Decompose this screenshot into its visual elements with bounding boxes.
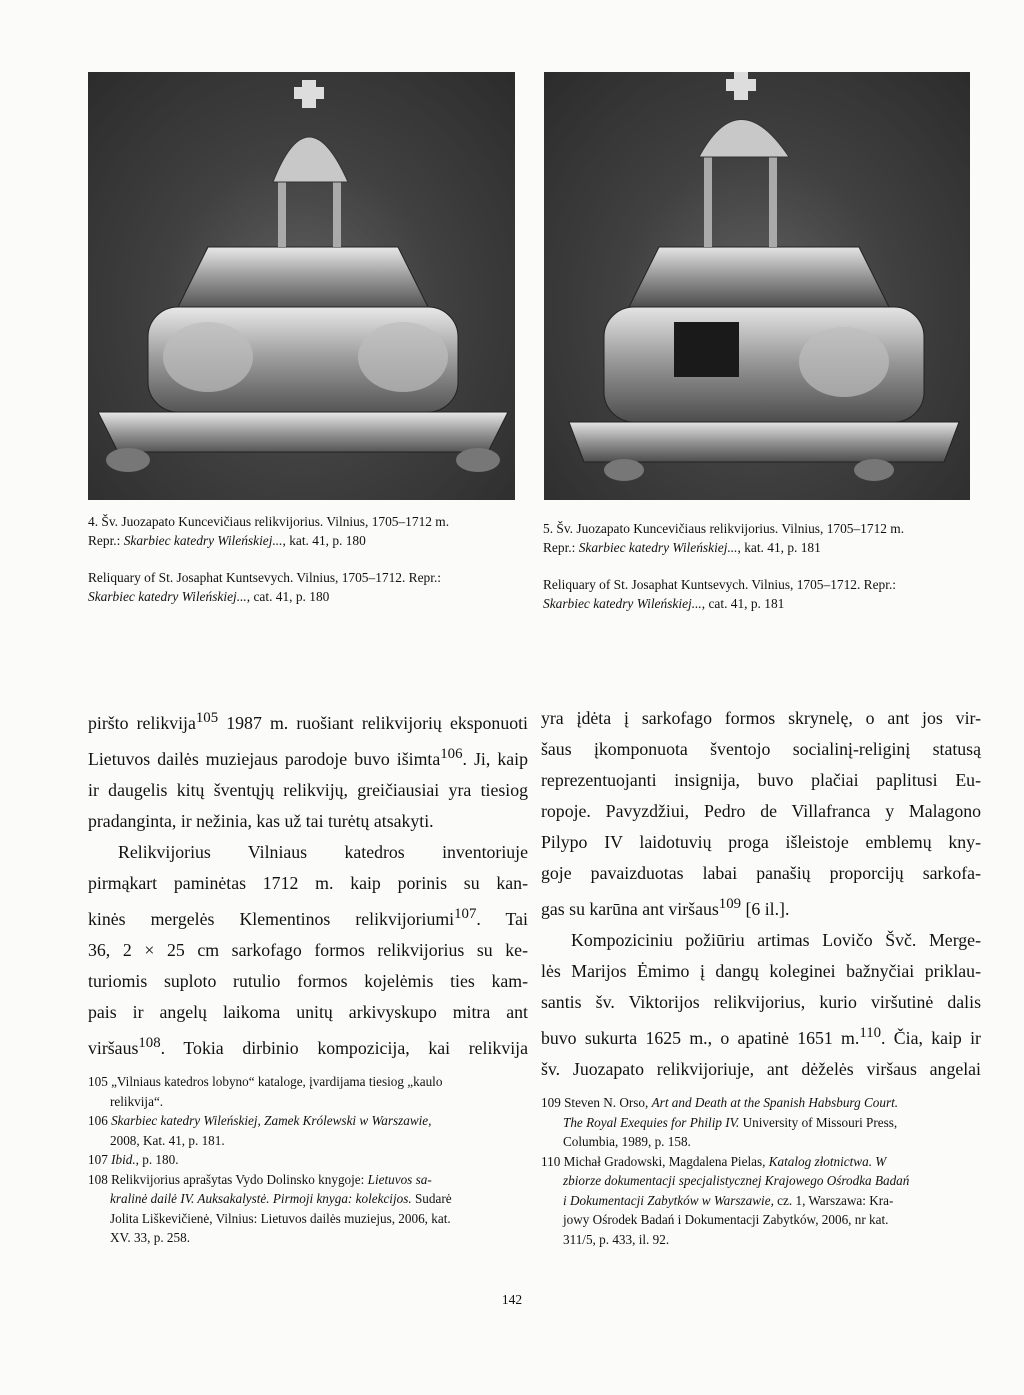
footnote-110-cont: jowy Ośrodek Badań i Dokumentacji Zabytków, 2006, nr kat. (563, 1212, 889, 1227)
page-number: 142 (501, 1292, 523, 1307)
footnote-108-cont: Jolita Liškevičienė, Vilnius: Lietuvos dailės muziejus, 2006, kat. (110, 1210, 451, 1226)
caption-en-line: Skarbiec katedry Wileńskiej..., cat. 41, p. 180 (88, 589, 330, 604)
footnote-109-cont: Columbia, 1989, p. 158. (563, 1134, 691, 1149)
footnote-110: 110 Michał Gradowski, Magdalena Pielas, Katalog złotnictwa. W (541, 1153, 887, 1169)
footnote-110-cont: i Dokumentacji Zabytków w Warszawie, cz. 1, Warszawa: Kra- (563, 1192, 894, 1208)
caption-lt-line: 4. Šv. Juozapato Kuncevičiaus relikvijorius. Vilnius, 1705–1712 m. (88, 514, 450, 529)
footnote-110-cont: 311/5, p. 433, il. 92. (563, 1231, 670, 1247)
footnote-106-cont: 2008, Kat. 41, p. 181. (110, 1132, 225, 1148)
text-line: kinės mergelės Klementinos relikvijoriumi$^{107}$. Tai (88, 905, 528, 929)
footnotes-left (88, 1072, 523, 1248)
text-line: pais ir angelų laikoma unitų arkivyskupo mitra ant (88, 1001, 528, 1022)
reliquary-photo-back (544, 72, 970, 500)
text-line: Pilypo IV laidotuvių proga išleistoje emblemų kny- (541, 832, 981, 852)
caption-lt-line: 5. Šv. Juozapato Kuncevičiaus relikvijorius. Vilnius, 1705–1712 m. (543, 521, 905, 536)
body-text-left (88, 703, 528, 1064)
footnotes-right (541, 1093, 981, 1249)
text-line: lės Marijos Ėmimo į dangų koleginei bažnyčiai priklau- (541, 960, 981, 981)
text-line: santis šv. Viktorijos relikvijorius, kurio viršutinė dalis (541, 991, 981, 1012)
footnote-109: 109 Steven N. Orso, Art and Death at the Spanish Habsburg Court. (541, 1095, 899, 1110)
footnote-105: 105 „Vilniaus katedros lobyno“ kataloge, įvardijama tiesiog „kaulo (88, 1074, 443, 1089)
caption-lt-line: Repr.: Skarbiec katedry Wileńskiej..., kat. 41, p. 181 (543, 540, 821, 555)
caption-en-line: Reliquary of St. Josaphat Kuntsevych. Vilnius, 1705–1712. Repr.: (88, 570, 442, 585)
text-line: šaus įkomponuota šventojo socialinį-religinį statusą (541, 739, 981, 759)
caption-lt-line: Repr.: Skarbiec katedry Wileńskiej..., kat. 41, p. 180 (88, 533, 366, 548)
text-line: pradanginta, ir nežinia, kas už tai turėtų atsakyti. (88, 810, 434, 831)
footnote-110-cont: zbiorze dokumentacji specjalistycznej Krajowego Ośrodka Badań (563, 1173, 910, 1188)
text-line: buvo sukurta 1625 m., o apatinė 1651 m.$^{110}$. Čia, kaip ir (541, 1024, 981, 1048)
body-text-right (541, 703, 981, 1085)
text-line: ropoje. Pavyzdžiui, Pedro de Villafranca y Malagono (541, 801, 981, 821)
text-line: gas su karūna ant viršaus$^{109}$ [6 il.]. (541, 896, 790, 919)
footnote-106: 106 Skarbiec katedry Wileńskiej, Zamek Królewski w Warszawie, (88, 1113, 432, 1128)
text-line: turiomis suploto rutulio formos kojelėmis ties kam- (88, 970, 528, 991)
footnote-105-cont: relikvija“. (110, 1093, 164, 1109)
footnote-109-cont: The Royal Exequies for Philip IV. University of Missouri Press, (563, 1114, 898, 1130)
text-line: reprezentuojanti insignija, buvo plačiai paplitusi Eu- (541, 770, 981, 790)
text-line: pirmąkart paminėtas 1712 m. kaip porinis su kan- (88, 872, 528, 893)
reliquary-photo-front (88, 72, 515, 500)
figure-4-caption (88, 512, 518, 606)
text-line: Lietuvos dailės muziejaus parodoje buvo išimta$^{106}$. Ji, kaip (88, 745, 528, 769)
footnote-108: 108 Relikvijorius aprašytas Vydo Dolinsko knygoje: Lietuvos sa- (88, 1171, 432, 1187)
footnote-108-cont: XV. 33, p. 258. (110, 1230, 190, 1245)
text-line: piršto relikvija$^{105}$ 1987 m. ruošiant relikvijorių eksponuoti (88, 710, 528, 733)
footnote-108-cont: kralinė dailė IV. Auksakalystė. Pirmoji knyga: kolekcijos. Sudarė (110, 1191, 452, 1206)
text-line: Kompoziciniu požiūriu artimas Lovičo Švč. Merge- (571, 929, 981, 950)
figure-5-caption (543, 519, 973, 613)
text-line: šv. Juozapato relikvijoriuje, ant dėželės viršaus angelai (541, 1058, 981, 1079)
text-line: goje pavaizduotas labai panašių proporcijų sarkofa- (541, 863, 981, 883)
text-line: 36, 2 × 25 cm sarkofago formos relikvijorius su ke- (88, 939, 528, 960)
text-line: Relikvijorius Vilniaus katedros inventoriuje (118, 841, 528, 862)
text-line: yra įdėta į sarkofago formos skrynelę, o ant jos vir- (541, 708, 981, 728)
text-line: ir daugelis kitų šventųjų relikvijų, greičiausiai yra tiesiog (88, 779, 528, 800)
footnote-107: 107 Ibid., p. 180. (88, 1152, 179, 1167)
caption-en-line: Skarbiec katedry Wileńskiej..., cat. 41, p. 181 (543, 596, 785, 611)
text-line: viršaus$^{108}$. Tokia dirbinio kompozicija, kai relikvija (88, 1034, 528, 1058)
caption-en-line: Reliquary of St. Josaphat Kuntsevych. Vilnius, 1705–1712. Repr.: (543, 577, 897, 592)
